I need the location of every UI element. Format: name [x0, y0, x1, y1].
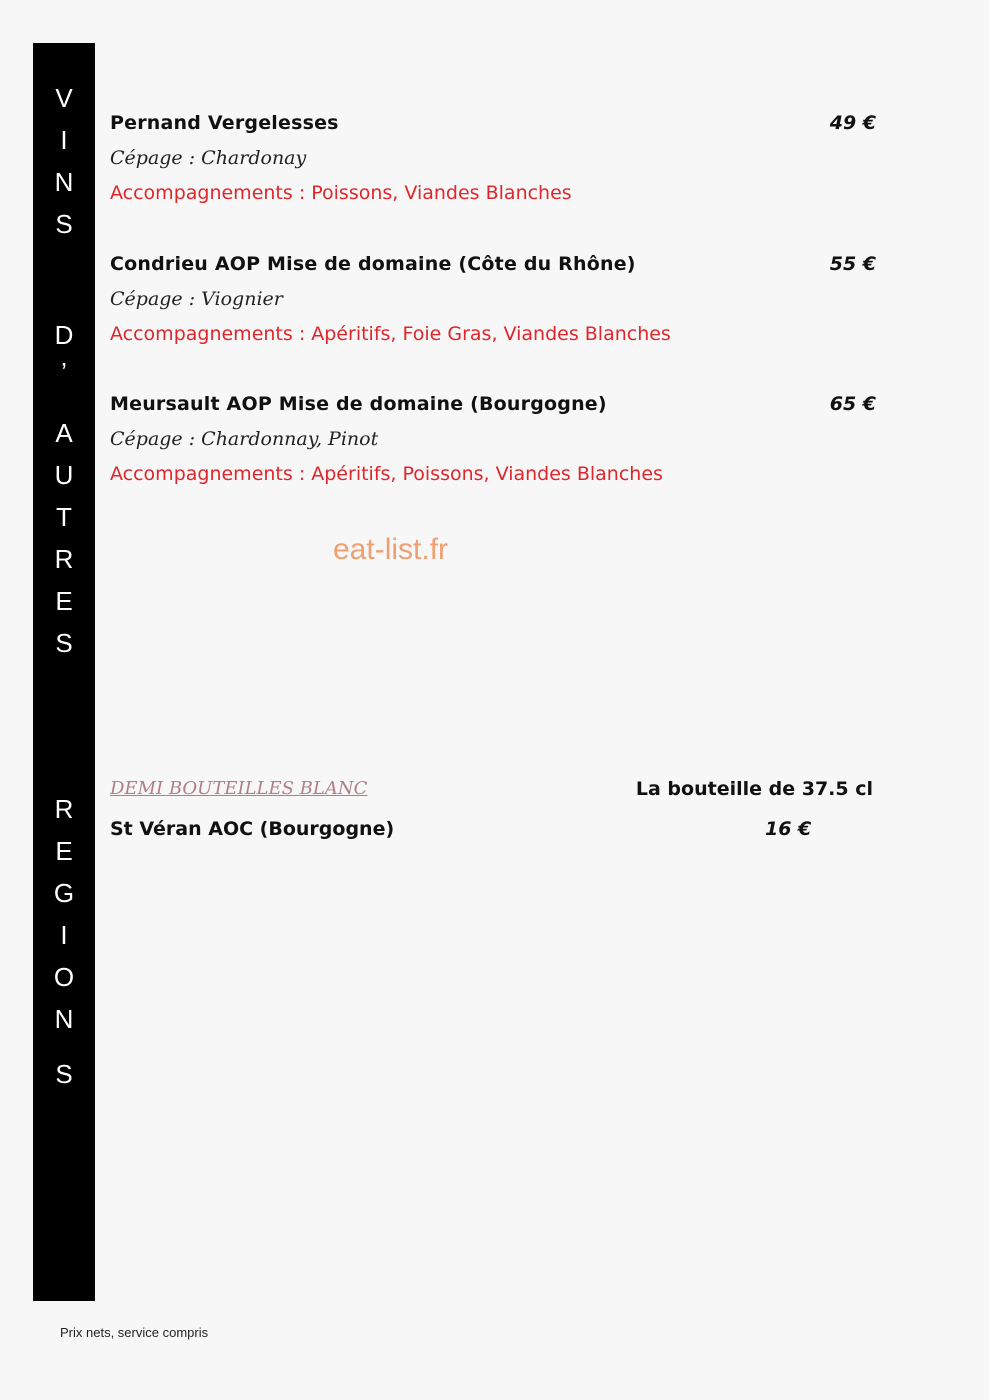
sidebar-letter: ’	[61, 357, 67, 387]
wine-cepage: Cépage : Chardonay	[110, 147, 307, 169]
sidebar-letter: R	[54, 794, 74, 824]
sidebar-letter: N	[54, 1004, 74, 1034]
sidebar-letter: D	[54, 320, 74, 350]
sidebar-letter: S	[55, 628, 73, 658]
half-bottle-name: St Véran AOC (Bourgogne)	[110, 818, 395, 840]
sidebar-letter: T	[56, 502, 72, 532]
sidebar-letter: S	[55, 1059, 73, 1089]
half-bottle-size-header: La bouteille de 37.5 cl	[635, 778, 873, 800]
wine-name: Condrieu AOP Mise de domaine (Côte du Rhône)	[110, 253, 636, 275]
sidebar-letter: E	[55, 836, 73, 866]
wine-pairings: Accompagnements : Apéritifs, Foie Gras, Viandes Blanches	[110, 323, 671, 345]
section-title-half-bottles: DEMI BOUTEILLES BLANC	[110, 778, 368, 799]
sidebar-letter: A	[55, 418, 73, 448]
sidebar-letter: O	[53, 962, 75, 992]
wine-price: 65 €	[829, 393, 876, 415]
sidebar-letter: N	[54, 167, 74, 197]
watermark: eat-list.fr	[333, 533, 449, 566]
wine-pairings: Accompagnements : Apéritifs, Poissons, Viandes Blanches	[110, 463, 663, 485]
wine-name: Pernand Vergelesses	[110, 112, 339, 134]
wine-price: 55 €	[829, 253, 876, 275]
sidebar-letter: I	[60, 920, 68, 950]
wine-name: Meursault AOP Mise de domaine (Bourgogne)	[110, 393, 607, 415]
sidebar-letter: E	[55, 586, 73, 616]
wine-cepage: Cépage : Viognier	[110, 288, 283, 310]
sidebar-letter: V	[55, 83, 73, 113]
wine-price: 49 €	[829, 112, 876, 134]
sidebar-letter: S	[55, 209, 73, 239]
wine-cepage: Cépage : Chardonnay, Pinot	[110, 428, 379, 450]
half-bottle-price: 16 €	[765, 818, 812, 840]
sidebar-vertical-title	[33, 43, 95, 1301]
wine-pairings: Accompagnements : Poissons, Viandes Blanches	[110, 182, 572, 204]
sidebar-letter: U	[54, 460, 74, 490]
footer-note: Prix nets, service compris	[60, 1325, 209, 1340]
sidebar-letter: I	[60, 125, 68, 155]
sidebar-letter: G	[53, 878, 75, 908]
sidebar-letter: R	[54, 544, 74, 574]
